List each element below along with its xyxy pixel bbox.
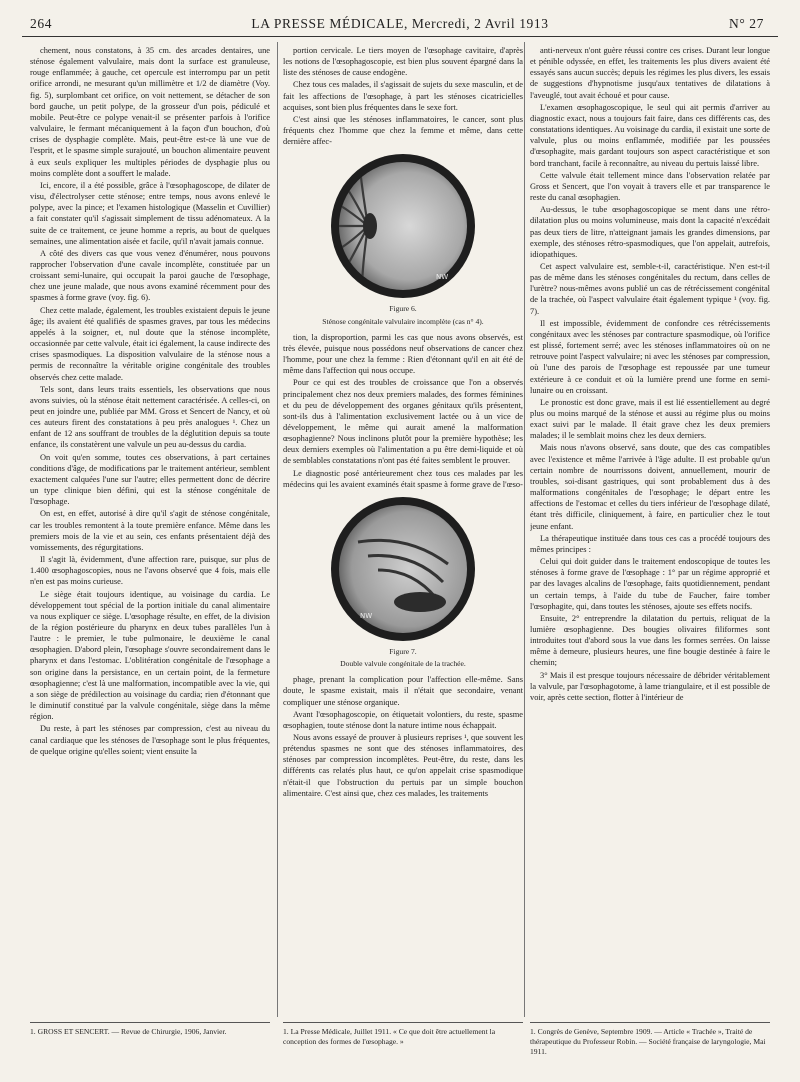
paragraph: Cet aspect valvulaire est, semble-t-il, caractéristique. N'en est-t-il pas de même dans les sténoses congénitales du rectum, dans celles de l'urètre? nous-mêmes avons publié un cas de rétrécissement congénital de la trachée, où l'aspect valvulaire était également typique ¹ (voy. fig. 7). bbox=[530, 261, 770, 316]
paragraph: phage, prenant la complication pour l'affection elle-même. Sans doute, le spasme existait, mais il n'était que secondaire, venant compliquer une sténose organique. bbox=[283, 675, 523, 707]
paragraph: Du reste, à part les sténoses par compression, c'est au niveau du canal cardiaque que les sténoses de l'œsophage sont le plus fréquentes, de quelque origine qu'elles soient; vient ensuite la bbox=[30, 724, 270, 756]
paragraph: Cette valvule était tellement mince dans l'observation relatée par Gross et Sencert, que l'on voyait à travers elle et par transparence le reste du canal œsophagien. bbox=[530, 170, 770, 203]
paragraph: Le pronostic est donc grave, mais il est lié essentiellement au degré plus ou moins marqué de la sténose et aussi au régime plus ou moins exact suivi par le malade. Il était grave chez les deux premiers malades; il le semblait moins chez les deux derniers. bbox=[530, 397, 770, 441]
column-2-top-text bbox=[283, 45, 523, 147]
paragraph: Celui qui doit guider dans le traitement endoscopique de toutes les sténoses à forme grave de l'œsophage : 1° par un régime approprié et par des lavages alcalins de l'œsophage, faits quotidiennement, pendant un certain temps, à l'aide du tube de Faucher, faire tomber l'œsophagite, qui, dans toutes les sténoses, ajoute ses effets nocifs. bbox=[530, 557, 770, 611]
figure-7-mark: NW bbox=[360, 611, 373, 620]
paragraph: Chez cette malade, également, les troubles existaient depuis le jeune âge; ils avaient été qualifiés de spasmes graves, par tous les médecins appelés à la soigner, et, nul doute que la sténose incomplète, occasionnée par cette valvule, était ici également, la cause indirecte des crises spasmodiques. La disposition valvulaire de la sténose nous a permis de reconnaître la véritable origine congénitale des troubles observés chez cette malade. bbox=[30, 305, 270, 382]
footnote-text: 1. Congrès de Genève, Septembre 1909. — Article « Trachée », Traité de thérapeutique du Professeur Robin. — Société française de laryngologie, Mai 1911. bbox=[530, 1027, 766, 1056]
paragraph: anti-nerveux n'ont guère réussi contre ces crises. Durant leur longue et pénible odyssée, en effet, les traitements les plus divers avaient été essayés sans aucun succès; depuis les régimes les plus divers, les essais de suggestions d'hypnotisme jusqu'aux tentatives de dilatations à l'aveuglé, tout avait échoué et pour cause. bbox=[530, 46, 770, 100]
paragraph: 3° Mais il est presque toujours nécessaire de débrider véritablement la valvule, par l'œsophagotome, à lame triangulaire, et il est possible de voir, après cette section, flotter à l'intérieur de bbox=[530, 670, 770, 702]
paragraph: Avant l'œsophagoscopie, on étiquetait volontiers, du reste, spasme œsophagien, toute sténose dont la nature intime nous échappait. bbox=[283, 709, 523, 730]
paragraph: Il s'agit là, évidemment, d'une affection rare, puisque, sur plus de 1.400 œsophagoscopies, nous ne l'avons observé que 4 fois, mais elle n'en est pas moins curieuse. bbox=[30, 555, 270, 587]
paragraph: tion, la disproportion, parmi les cas que nous avons observés, est très élevée, puisque nous possédons neuf observations de cancer chez l'homme, pour une chez la femme : Rien d'étonnant qu'il en ait été de même dans l'affection qui nous occupe. bbox=[283, 332, 523, 376]
paragraph: On est, en effet, autorisé à dire qu'il s'agit de sténose congénitale, car les troubles remontent à la toute première enfance. Même dans les premiers mois de la vie et au sein, ces enfants présentaient déjà des vomissements, des régurgitations. bbox=[30, 509, 270, 552]
footnote-3 bbox=[530, 1022, 770, 1077]
paragraph: A côté des divers cas que vous venez d'énumérer, nous pouvons rapprocher l'observation d'une cavale incomplète, constituée par un croissant semi-lunaire, qui occupait la paroi gauche de l'œsophage, chez une jeune malade, que nous avons examiné récemment pour des spasmes à forme grave (voy. fig. 6). bbox=[30, 248, 270, 303]
paragraph: Tels sont, dans leurs traits essentiels, les observations que nous avons suivies, où la sténose était nettement caractérisée. A celles-ci, on peut en joindre une, publiée par MM. Gross et Sencert de Nancy, et où ces auteurs firent des constatations à peu près analogues ¹. Chez un enfant de 12 ans souffrant de troubles de la déglutition depuis sa toute enfance, ils constatèrent une valvule un peu au-dessus du cardia. bbox=[30, 384, 270, 450]
figure-6-caption: Sténose congénitale valvulaire incomplète (cas n° 4). bbox=[322, 316, 484, 326]
page-header bbox=[22, 14, 778, 37]
issue-number: N° 27 bbox=[728, 16, 764, 31]
journal-title: LA PRESSE MÉDICALE, Mercredi, 2 Avril 1913 bbox=[251, 16, 549, 31]
footnote-text: 1. GROSS ET SENCERT. — Revue de Chirurgie, 1906, Janvier. bbox=[30, 1027, 227, 1036]
paragraph: portion cervicale. Le tiers moyen de l'œsophage cavitaire, d'après les notions de l'œsophagoscopie, est bien plus souvent épargné dans la liste des sténoses de cause endogène. bbox=[283, 46, 523, 78]
footnote-text: 1. La Presse Médicale, Juillet 1911. « Ce que doit être actuellement la conception des formes de l'œsophage. » bbox=[283, 1027, 496, 1046]
paragraph: Chez tous ces malades, il s'agissait de sujets du sexe masculin, et de fait les affections de l'œsophage, à part les sténoses cicatricielles acquises, sont bien plus fréquentes dans le sexe fort. bbox=[283, 80, 523, 112]
figure-7 bbox=[283, 494, 523, 669]
figure-7-caption: Double valvule congénitale de la trachée. bbox=[340, 659, 466, 669]
paragraph: Pour ce qui est des troubles de croissance que l'on a observés principalement chez nos deux premiers malades, des formes féminines et du peu de développement des organes génitaux qu'ils présentent, sont-ils dus à l'alimentation exclusivement lactée ou à un vice de développement, le même qui aurait amené la malformation œsophagienne? Nous inclinons plutôt pour la première hypothèse; les deux derniers exemples où l'alimentation a pu être demi-liquide et où de semblables constatations n'ont pas été faites semblent le prouver. bbox=[283, 378, 523, 466]
figure-7-image bbox=[328, 494, 478, 644]
paragraph: C'est ainsi que les sténoses inflammatoires, le cancer, sont plus fréquents chez l'homme que chez la femme et même, dans cette dernière affec- bbox=[283, 114, 523, 147]
paragraph: chement, nous constatons, à 35 cm. des arcades dentaires, une sténose également valvulaire, mais dont la surface est granuleuse, rouge enflammée; à gauche, cet opercule est interrompu par un petit orifice arrondi, ne mesurant qu'un millimètre et 1/2 de diamètre (Voy. fig. 5), surplombant cet orifice, on voit nettement, se détacher de son bord gauche, un petit polype, de la grosseur d'un pois, pédiculé et mobile. Peut-être ce polype venait-il se présenter parfois à l'orifice valvulaire, le fermant mécaniquement à la façon d'un bouchon, d'où crises de dysphagie complète. Mais, peut-être est-ce là une vue de l'esprit, et le spasme simple surajouté, un bouchon alimentaire peuvent à eux seuls expliquer les multiples périodes de dysphagie plus ou moins complète dont a souffert le malade. bbox=[30, 46, 270, 178]
figure-7-label: Figure 7. bbox=[389, 646, 417, 656]
figure-6-label: Figure 6. bbox=[389, 304, 417, 314]
paragraph: Au-dessus, le tube œsophagoscopique se ment dans une rétro-dilatation plus ou moins volumineuse, mais dont la capacité n'excédait pas deux tiers de litre, n'atteignant jamais les grandes dimensions, par exemple, des sténoses rétro-spasmodiques, que l'on appelait, autrefois, idiopathiques. bbox=[530, 205, 770, 259]
paragraph: Ensuite, 2° entreprendre la dilatation du pertuis, reliquat de la lumière œsophagienne. Des bougies olivaires filiformes sont introduites tout d'abord sous la vue dans les formes serrées. On laisse même à demeure, plusieurs heures, une fine bougie destinée à faire le chemin; bbox=[530, 613, 770, 668]
paragraph: L'examen œsophagoscopique, le seul qui ait permis d'arriver au diagnostic exact, nous a toujours fait faire, dans ces différents cas, des constatations identiques. Au voisinage du cardia, il existait une sorte de valvule, plus ou moins enflammée, modifiée par les poussées d'œsophagite, mais gardant toujours son aspect caractéristique et son bord tranchant, facile à reconnaître, au niveau du pertuis laissé libre. bbox=[530, 102, 770, 168]
column-2 bbox=[283, 45, 523, 1017]
column-1 bbox=[30, 45, 270, 1017]
paragraph: Le siège était toujours identique, au voisinage du cardia. Le développement tout spécial de la portion initiale du canal alimentaire va nous expliquer ce siège. L'œsophage résulte, en effet, de la division de la région postérieure du pharynx en deux tubes parallèles l'un à l'autre : le premier, le tube pulmonaire, le deuxième le canal œsophagien. D'abord plein, l'œsophage s'ouvre secondairement dans le pharynx et dans l'estomac. L'oblitération congénitale de l'œsophage a son origine dans la persistance, en un certain point, de la fermeture œsophagienne; c'est là une malformation, incompatible avec la vie, qui a son siège de prédilection au voisinage du cardia; rien d'étonnant que le diminutif constitué par la valvule congénitale, siège dans la même région. bbox=[30, 589, 270, 722]
figure-6 bbox=[283, 151, 523, 326]
column-divider bbox=[277, 42, 278, 1017]
paragraph: On voit qu'en somme, toutes ces observations, à part certaines conditions d'âge, de modifications par le traitement antérieur, semblent exactement calquées l'une sur l'autre; elles permettent donc de décrire un type clinique bien défini, qui est la sténose congénitale de l'œsophage. bbox=[30, 452, 270, 507]
paragraph: La thérapeutique instituée dans tous ces cas a procédé toujours des mêmes principes : bbox=[530, 533, 770, 554]
figure-6-mark: NW bbox=[436, 273, 449, 282]
column-3 bbox=[530, 45, 770, 1017]
figure-6-image bbox=[328, 151, 478, 301]
column-divider bbox=[524, 42, 525, 1017]
paragraph: Ici, encore, il a été possible, grâce à l'œsophagoscope, de dilater de visu, d'électrolyser cette sténose; entre temps, nous avons enlevé le polype, avec la pince; et l'examen histologique (Masselin et Cuvillier) a fait constater qu'il s'agissait simplement de tissu adénomateux. A la suite de ce traitement, ce jeune homme a repris, au bout de quelques semaines, une alimentation aisée et facile, qu'il n'avait jamais connue. bbox=[30, 180, 270, 246]
page-number: 264 bbox=[30, 16, 53, 31]
column-2-bottom-text bbox=[283, 674, 523, 799]
footnote-2 bbox=[283, 1022, 523, 1077]
column-2-middle-text bbox=[283, 332, 523, 490]
paragraph: Il est impossible, évidemment de confondre ces rétrécissements congénitaux avec les sténoses par contracture spasmodique, où l'orifice est plissé, fortement serré; avec les sténoses inflammatoires où on ne retrouve point l'aspect valvulaire; ni avec les sténoses par compression, où l'une des parois de l'œsophage est repoussée par une tumeur extérieure à ce conduit et où la lumière prend une forme en semi-lunaire ou en croissant. bbox=[530, 318, 770, 395]
paragraph: Le diagnostic posé antérieurement chez tous ces malades par les médecins qui les avaient examinés était spasme à forme grave de l'œso- bbox=[283, 468, 523, 489]
paragraph: Nous avons essayé de prouver à plusieurs reprises ¹, que souvent les prétendus spasmes ne sont que des sténoses inflammatoires, des sténoses par compression incomplètes. Peut-être, du reste, dans les différents cas relatés plus haut, ce qu'on appelait crise spasmodique n'était-il que l'obstruction du pertuis par un simple bouchon alimentaire. C'est ainsi que, chez ces malades, les traitements bbox=[283, 733, 523, 798]
footnote-1 bbox=[30, 1022, 270, 1077]
paragraph: Mais nous n'avons observé, sans doute, que des cas compatibles avec l'existence et même l'arrivée à l'âge adulte. Il est probable qu'un certain nombre de nourrissons doivent, annuellement, mourir de troubles, soi-disant gastriques, qui sont probablement dus à des malformations congénitales de l'œsophage; le départ entre les affections de l'estomac et celles du tiers inférieur de l'œsophage dilaté, étant très difficile, cliniquement, à faire, en particulier chez le tout jeune enfant. bbox=[530, 443, 770, 531]
